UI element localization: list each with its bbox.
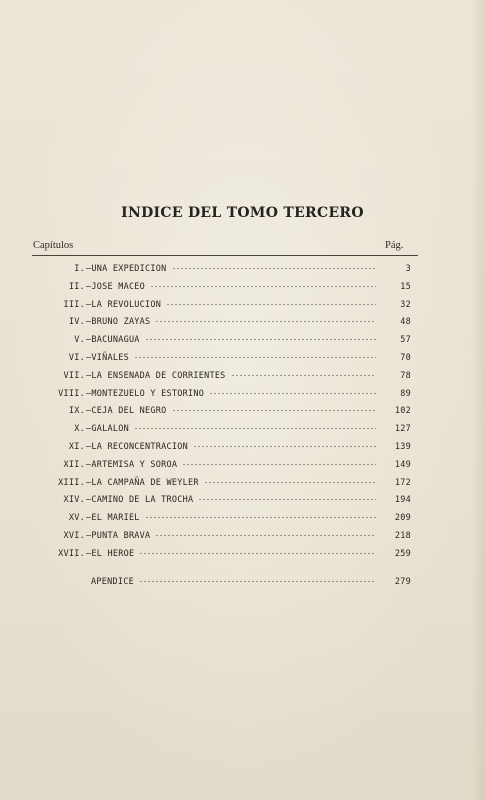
dot-leader xyxy=(139,580,376,583)
page-number: 15 xyxy=(400,281,411,292)
page-column-header: Pág. xyxy=(385,240,404,251)
page-number: 102 xyxy=(394,406,411,417)
dot-leader xyxy=(155,320,376,323)
chapter-number: VI. xyxy=(68,353,85,363)
chapter-number: VIII. xyxy=(58,388,85,399)
chapter-number: I. xyxy=(74,264,85,274)
toc-entry xyxy=(0,298,485,312)
chapter-title: —ARTEMISA Y SOROA xyxy=(86,459,178,470)
page-number: 172 xyxy=(394,477,411,488)
chapter-title: —UNA EXPEDICION xyxy=(86,264,167,274)
page-number: 70 xyxy=(400,353,411,363)
chapter-title: —GALALON xyxy=(86,424,129,435)
toc-entry xyxy=(0,315,485,329)
toc-entry xyxy=(0,333,485,347)
dot-leader xyxy=(145,338,376,341)
page-number: 48 xyxy=(400,317,411,328)
header-rule xyxy=(32,255,418,256)
toc-entry xyxy=(0,458,485,472)
toc-entry xyxy=(0,351,485,365)
toc-entry xyxy=(0,422,485,436)
page-number: 218 xyxy=(394,531,411,541)
chapters-column-header: Capítulos xyxy=(33,240,74,251)
page-number: 194 xyxy=(394,495,411,506)
page-number: 3 xyxy=(405,264,411,274)
dot-leader xyxy=(198,498,376,501)
toc-entry xyxy=(0,529,485,543)
toc-entry xyxy=(0,404,485,418)
chapter-title: —LA CAMPAÑA DE WEYLER xyxy=(86,477,199,488)
toc-entry xyxy=(0,440,485,454)
page-number: 89 xyxy=(400,388,411,399)
toc-entry xyxy=(0,280,485,294)
chapter-number: XVI. xyxy=(63,531,85,541)
chapter-title: —EL MARIEL xyxy=(86,513,140,524)
dot-leader xyxy=(139,552,376,555)
page-number: 259 xyxy=(394,548,411,559)
dot-leader xyxy=(172,267,376,270)
chapter-title: —BACUNAGUA xyxy=(86,335,140,346)
appendix-label: APENDICE xyxy=(91,576,134,587)
toc-entry xyxy=(0,262,485,276)
chapter-title: —LA REVOLUCION xyxy=(86,299,162,310)
chapter-number: XIV. xyxy=(63,495,85,506)
chapter-title: —PUNTA BRAVA xyxy=(86,531,151,541)
chapter-number: IX. xyxy=(68,406,85,417)
page-title: INDICE DEL TOMO TERCERO xyxy=(121,205,364,221)
appendix-entry xyxy=(0,575,485,589)
dot-leader xyxy=(182,463,376,466)
chapter-number: VII. xyxy=(63,370,85,381)
chapter-number: X. xyxy=(74,424,85,435)
dot-leader xyxy=(134,356,376,359)
dot-leader xyxy=(193,445,376,448)
chapter-number: XI. xyxy=(68,442,85,452)
chapter-number: III. xyxy=(63,299,85,310)
toc-entry xyxy=(0,476,485,490)
toc-entry xyxy=(0,493,485,507)
page-number: 32 xyxy=(400,299,411,310)
chapter-number: XVII. xyxy=(58,548,85,559)
dot-leader xyxy=(155,534,376,537)
chapter-number: V. xyxy=(74,335,85,346)
chapter-number: II. xyxy=(68,281,85,292)
chapter-title: —CAMINO DE LA TROCHA xyxy=(86,495,194,506)
toc-entry xyxy=(0,547,485,561)
dot-leader xyxy=(150,285,376,288)
chapter-title: —JOSE MACEO xyxy=(86,281,146,292)
dot-leader xyxy=(209,392,376,395)
page-number: 279 xyxy=(394,576,411,587)
toc-entry xyxy=(0,511,485,525)
page-number: 78 xyxy=(400,370,411,381)
dot-leader xyxy=(172,409,376,412)
chapter-title: —MONTEZUELO Y ESTORINO xyxy=(86,388,205,399)
page-number: 127 xyxy=(394,424,411,435)
dot-leader xyxy=(231,374,376,377)
toc-entry xyxy=(0,387,485,401)
chapter-title: —CEJA DEL NEGRO xyxy=(86,406,167,417)
chapter-number: IV. xyxy=(68,317,85,328)
dot-leader xyxy=(204,481,376,484)
chapter-title: —EL HEROE xyxy=(86,548,135,559)
chapter-number: XII. xyxy=(63,459,85,470)
page-number: 209 xyxy=(394,513,411,524)
chapter-title: —BRUNO ZAYAS xyxy=(86,317,151,328)
page-number: 57 xyxy=(400,335,411,346)
chapter-title: —LA RECONCENTRACION xyxy=(86,442,188,452)
chapter-number: XV. xyxy=(68,513,85,524)
chapter-title: —LA ENSENADA DE CORRIENTES xyxy=(86,370,226,381)
chapter-title: —VIÑALES xyxy=(86,353,129,363)
dot-leader xyxy=(134,427,376,430)
dot-leader xyxy=(166,303,376,306)
page-number: 149 xyxy=(394,459,411,470)
dot-leader xyxy=(145,516,376,519)
toc-entry xyxy=(0,369,485,383)
page-number: 139 xyxy=(394,442,411,452)
chapter-number: XIII. xyxy=(58,477,85,488)
